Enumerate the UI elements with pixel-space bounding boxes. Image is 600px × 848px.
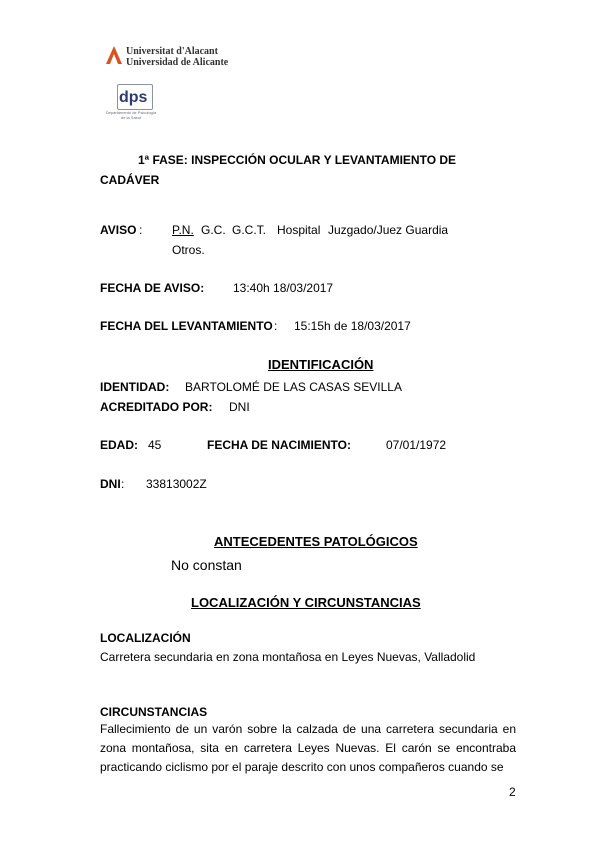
acreditado-label: ACREDITADO POR:	[100, 400, 213, 414]
nacimiento-value: 07/01/1972	[386, 438, 447, 452]
dps-mark: dps	[119, 89, 148, 106]
identidad-label: IDENTIDAD:	[100, 380, 170, 394]
localizacion-value: Carretera secundaria en zona montañosa en Leyes Nuevas, Valladolid	[100, 650, 476, 664]
fecha-levantamiento-value: 15:15h de 18/03/2017	[294, 319, 411, 333]
localizacion-label: LOCALIZACIÓN	[100, 631, 191, 645]
antecedentes-heading: ANTECEDENTES PATOLÓGICOS	[214, 534, 418, 549]
circunstancias-text: Fallecimiento de un varón sobre la calzada de una carretera secundaria en zona montañosa, sita en carretera Leyes Nuevas. El carón se encontraba practicando ciclismo por el paraje descrito con unos compañeros cuando se	[100, 722, 516, 774]
aviso-option-gc: G.C.	[201, 223, 226, 237]
aviso-option-otros: Otros.	[172, 243, 205, 257]
aviso-option-juzgado: Juzgado/Juez Guardia	[328, 223, 449, 237]
dni-value: 33813002Z	[146, 477, 207, 491]
aviso-option-gct: G.C.T.	[232, 223, 267, 237]
fecha-levantamiento-colon: :	[274, 319, 278, 333]
dps-caption: Departamento de Psicología de la Salud	[105, 110, 157, 120]
localizacion-circunstancias-heading: LOCALIZACIÓN Y CIRCUNSTANCIAS	[191, 595, 421, 610]
university-name: Universitat d'Alacant Universidad de Alicante	[126, 46, 229, 68]
aviso-colon: :	[139, 223, 143, 237]
department-logo	[104, 84, 158, 124]
edad-value: 45	[148, 438, 162, 452]
fecha-aviso-value: 13:40h 18/03/2017	[233, 281, 334, 295]
antecedentes-value: No constan	[171, 557, 242, 573]
identificacion-heading: IDENTIFICACIÓN	[268, 357, 374, 372]
university-emblem-icon	[106, 46, 122, 64]
acreditado-value: DNI	[229, 400, 250, 414]
dni-label: DNI	[100, 477, 121, 491]
circunstancias-label: CIRCUNSTANCIAS	[100, 705, 208, 719]
aviso-label: AVISO	[100, 223, 137, 237]
dps-frame	[117, 84, 153, 110]
fecha-levantamiento-label: FECHA DEL LEVANTAMIENTO	[100, 319, 273, 333]
page-number: 2	[509, 785, 516, 799]
edad-label: EDAD:	[100, 438, 138, 452]
page-title: 1ª FASE: INSPECCIÓN OCULAR Y LEVANTAMIENTO DE CADÁVER	[100, 153, 457, 187]
dni-colon: :	[121, 477, 125, 491]
aviso-option-hospital: Hospital	[277, 223, 321, 237]
fecha-aviso-label: FECHA DE AVISO:	[100, 281, 205, 295]
aviso-option-pn: P.N.	[172, 223, 194, 237]
nacimiento-label: FECHA DE NACIMIENTO:	[207, 438, 351, 452]
identidad-value: BARTOLOMÉ DE LAS CASAS SEVILLA	[185, 380, 402, 394]
